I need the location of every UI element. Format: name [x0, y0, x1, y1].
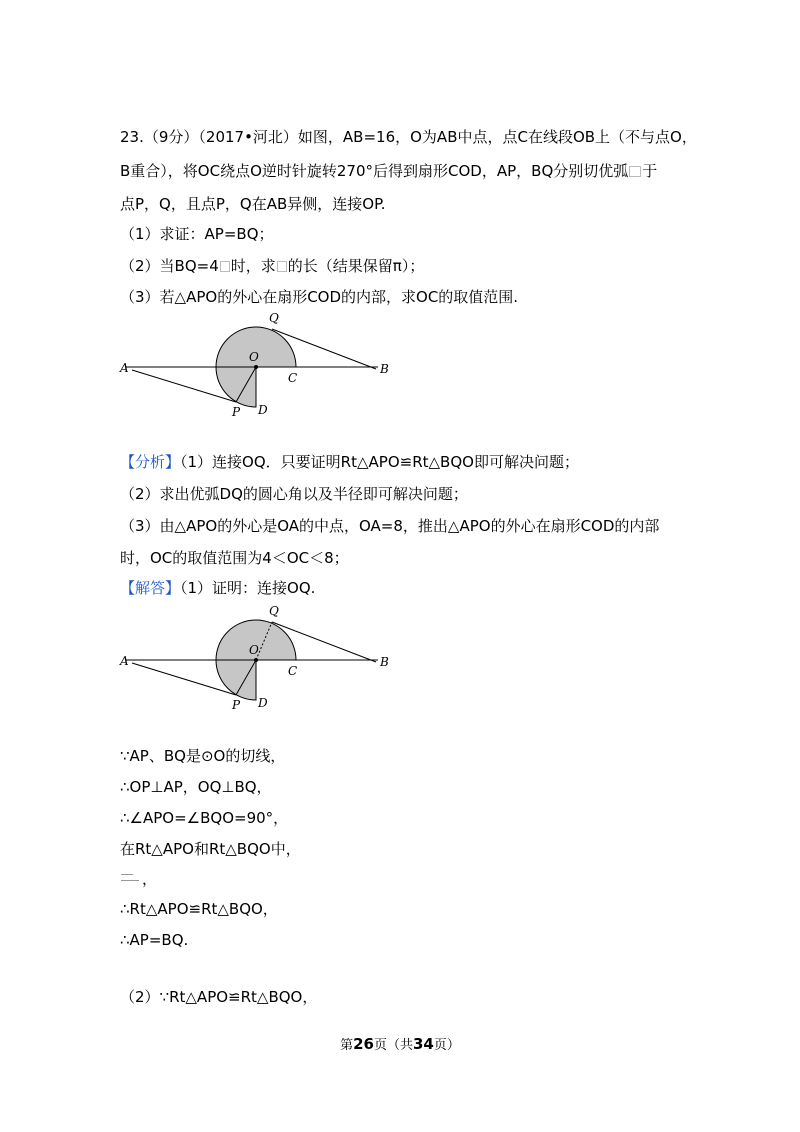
- label-P: P: [232, 698, 241, 712]
- label-Q: Q: [269, 604, 279, 618]
- solution-line-1: [120, 578, 315, 598]
- label-B: B: [380, 362, 389, 376]
- solution-step-7: ∴AP=BQ.: [120, 931, 189, 949]
- label-P: P: [232, 405, 241, 419]
- label-C: C: [288, 371, 298, 385]
- solution-step-8: （2）∵Rt△APO≌Rt△BQO，: [120, 988, 318, 1006]
- question-2-part-b: 时，求: [230, 257, 276, 275]
- analysis-line-4: 时，OC的取值范围为4＜OC＜8；: [120, 549, 349, 567]
- problem-line-1: 23.（9分）（2017•河北）如图，AB=16，O为AB中点，点C在线段OB上（不与点O，: [120, 128, 697, 146]
- page-footer: [0, 1034, 800, 1053]
- solution-step-4: 在Rt△APO和Rt△BQO中，: [120, 840, 301, 858]
- label-C: C: [288, 664, 298, 678]
- current-page-number: 26: [353, 1035, 374, 1053]
- solution-tag: 【解答】: [120, 579, 181, 597]
- inline-formula-image: [629, 166, 641, 177]
- label-O: O: [249, 350, 259, 364]
- solution-step-2: ∴OP⊥AP，OQ⊥BQ，: [120, 778, 272, 796]
- label-O: O: [249, 643, 259, 657]
- question-2-part-c: 的长（结果保留π）；: [287, 257, 425, 275]
- question-2-part-a: （2）当BQ=4: [120, 257, 219, 275]
- footer-mid: 页（共: [373, 1038, 413, 1053]
- label-B: B: [380, 655, 389, 669]
- label-A: A: [120, 361, 129, 375]
- question-2: [120, 256, 424, 276]
- inline-formula-image: [220, 261, 230, 272]
- problem-line-2-text: B重合），将OC绕点O逆时针旋转270°后得到扇形COD，AP，BQ分别切优弧: [120, 162, 629, 180]
- problem-line-2: [120, 161, 657, 181]
- question-1: （1）求证：AP=BQ；: [120, 225, 274, 243]
- footer-post: 页）: [433, 1038, 460, 1053]
- problem-line-2-tail: 于: [642, 162, 658, 180]
- solution-text-1: （1）证明：连接OQ.: [180, 579, 316, 597]
- analysis-line-3: （3）由△APO的外心是OA的中点，OA=8，推出△APO的外心在扇形COD的内部: [120, 517, 660, 535]
- analysis-line-2: （2）求出优弧DQ的圆心角以及半径即可解决问题；: [120, 485, 468, 503]
- label-Q: Q: [269, 311, 279, 325]
- geometry-figure-2: [118, 601, 398, 713]
- question-3: （3）若△APO的外心在扇形COD的内部，求OC的取值范围.: [120, 288, 519, 306]
- total-page-number: 34: [413, 1035, 434, 1053]
- label-A: A: [120, 654, 129, 668]
- solution-step-6: ∴Rt△APO≌Rt△BQO，: [120, 900, 278, 918]
- analysis-text-1: （1）连接OQ．只要证明Rt△APO≌Rt△BQO即可解决问题；: [180, 453, 579, 471]
- label-D: D: [258, 696, 268, 710]
- geometry-figure-1: [118, 308, 398, 420]
- label-D: D: [258, 403, 268, 417]
- analysis-tag: 【分析】: [120, 453, 181, 471]
- analysis-line-1: [120, 452, 579, 472]
- solution-step-1: ∵AP、BQ是⊙O的切线，: [120, 747, 286, 765]
- inline-formula-image: [277, 261, 287, 272]
- equation-system-image: [121, 874, 139, 884]
- footer-pre: 第: [340, 1038, 354, 1053]
- solution-step-5-tail: ，: [142, 870, 158, 888]
- solution-step-3: ∴∠APO=∠BQO=90°，: [120, 809, 289, 827]
- problem-line-3: 点P，Q，且点P，Q在AB异侧，连接OP.: [120, 195, 386, 213]
